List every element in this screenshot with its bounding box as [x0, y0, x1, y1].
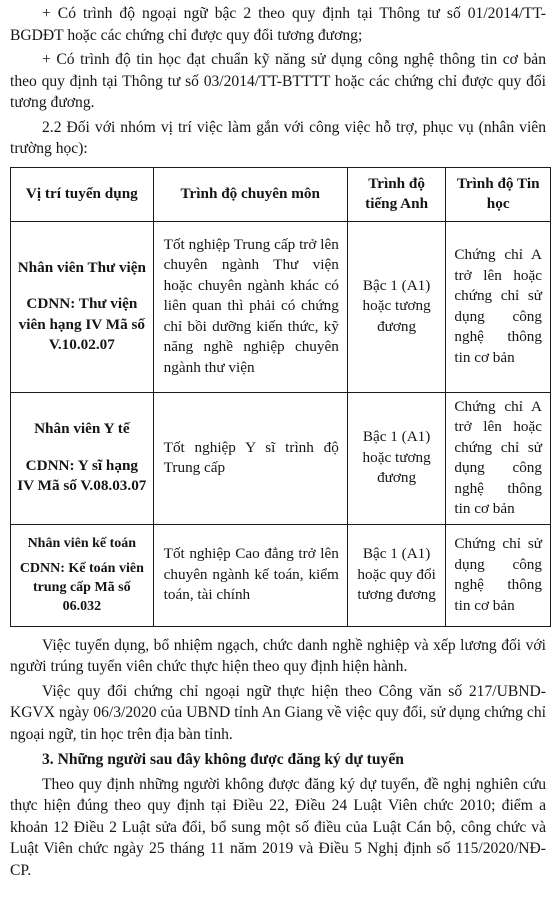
section-3-heading: 3. Những người sau đây không được đăng ký dự tuyển [42, 751, 404, 768]
english-cell: Bậc 1 (A1) hoặc tương đương [347, 221, 446, 392]
position-cell [11, 524, 154, 626]
paragraph-it-skill: + Có trình độ tin học đạt chuẩn kỹ năng sử dụng công nghệ thông tin cơ bản theo quy định tại Thông tư số 03/2014/TT-BTTTT hoặc các chứng chỉ được quy đổi tương đương. [10, 51, 546, 111]
it-cell: Chứng chỉ A trở lên hoặc chứng chỉ sử dụng công nghệ thông tin cơ bản [446, 221, 551, 392]
qualification-cell: Tốt nghiệp Cao đẳng trở lên chuyên ngành kế toán, kiểm toán, tài chính [153, 524, 347, 626]
header-qualification: Trình độ chuyên môn [153, 167, 347, 221]
position-code: CDNN: Kế toán viên trung cấp Mã số 06.032 [19, 561, 144, 614]
it-cell: Chứng chỉ A trở lên hoặc chứng chỉ sử dụng công nghệ thông tin cơ bản [446, 392, 551, 524]
qualification-cell: Tốt nghiệp Trung cấp trở lên chuyên ngành Thư viện hoặc chuyên ngành khác có liên quan thì phải có chứng chỉ bồi dưỡng kiến thức, kỹ năng nghề nghiệp chuyên ngành thư viện [153, 221, 347, 392]
header-english: Trình độ tiếng Anh [347, 167, 446, 221]
table-row [11, 221, 551, 392]
requirements-table [10, 167, 551, 627]
position-code: CDNN: Thư viện viên hạng IV Mã số V.10.02.07 [18, 295, 145, 353]
position-name: Nhân viên Thư viện [17, 258, 146, 276]
paragraph-recruitment: Việc tuyển dụng, bổ nhiệm ngạch, chức danh nghề nghiệp và xếp lương đối với người trúng tuyển viên chức thực hiện theo quy định hiện hành. [10, 636, 546, 675]
table-header-row [11, 167, 551, 221]
paragraph-ineligible: Theo quy định những người không được đăng ký dự tuyển, đề nghị nghiên cứu thực hiện đúng theo quy định tại Điều 22, Điều 24 Luật Viên chức 2010; điểm a khoản 12 Điều 2 Luật sửa đổi, bổ sung một số điều của Luật Cán bộ, công chức và Luật Viên chức ngày 25 tháng 11 năm 2019 và Điều 5 Nghị định số 115/2020/NĐ-CP. [10, 775, 546, 879]
table-row [11, 392, 551, 524]
position-code: CDNN: Y sĩ hạng IV Mã số V.08.03.07 [17, 456, 147, 495]
it-cell: Chứng chỉ sử dụng công nghệ thông tin cơ bản [446, 524, 551, 626]
qualification-cell: Tốt nghiệp Y sĩ trình độ Trung cấp [153, 392, 347, 524]
position-name: Nhân viên kế toán [27, 536, 137, 551]
position-cell [11, 392, 154, 524]
english-cell: Bậc 1 (A1) hoặc tương đương [347, 392, 446, 524]
position-name: Nhân viên Y tế [34, 420, 130, 438]
header-position: Vị trí tuyển dụng [11, 167, 154, 221]
section-2-2-heading: 2.2 Đối với nhóm vị trí việc làm gắn với công việc hỗ trợ, phục vụ (nhân viên trường học): [10, 118, 546, 157]
english-cell: Bậc 1 (A1) hoặc quy đổi tương đương [347, 524, 446, 626]
position-cell [11, 221, 154, 392]
paragraph-certificate-conversion: Việc quy đổi chứng chỉ ngoại ngữ thực hiện theo Công văn số 217/UBND-KGVX ngày 06/3/2020 của UBND tỉnh An Giang về việc quy đổi, sử dụng chứng chỉ ngoại ngữ, tin học trên địa bàn tỉnh. [10, 682, 546, 743]
table-row [11, 524, 551, 626]
header-it: Trình độ Tin học [446, 167, 551, 221]
paragraph-foreign-language: + Có trình độ ngoại ngữ bậc 2 theo quy định tại Thông tư số 01/2014/TT-BGDĐT hoặc các chứng chỉ được quy đổi tương đương; [10, 5, 546, 44]
